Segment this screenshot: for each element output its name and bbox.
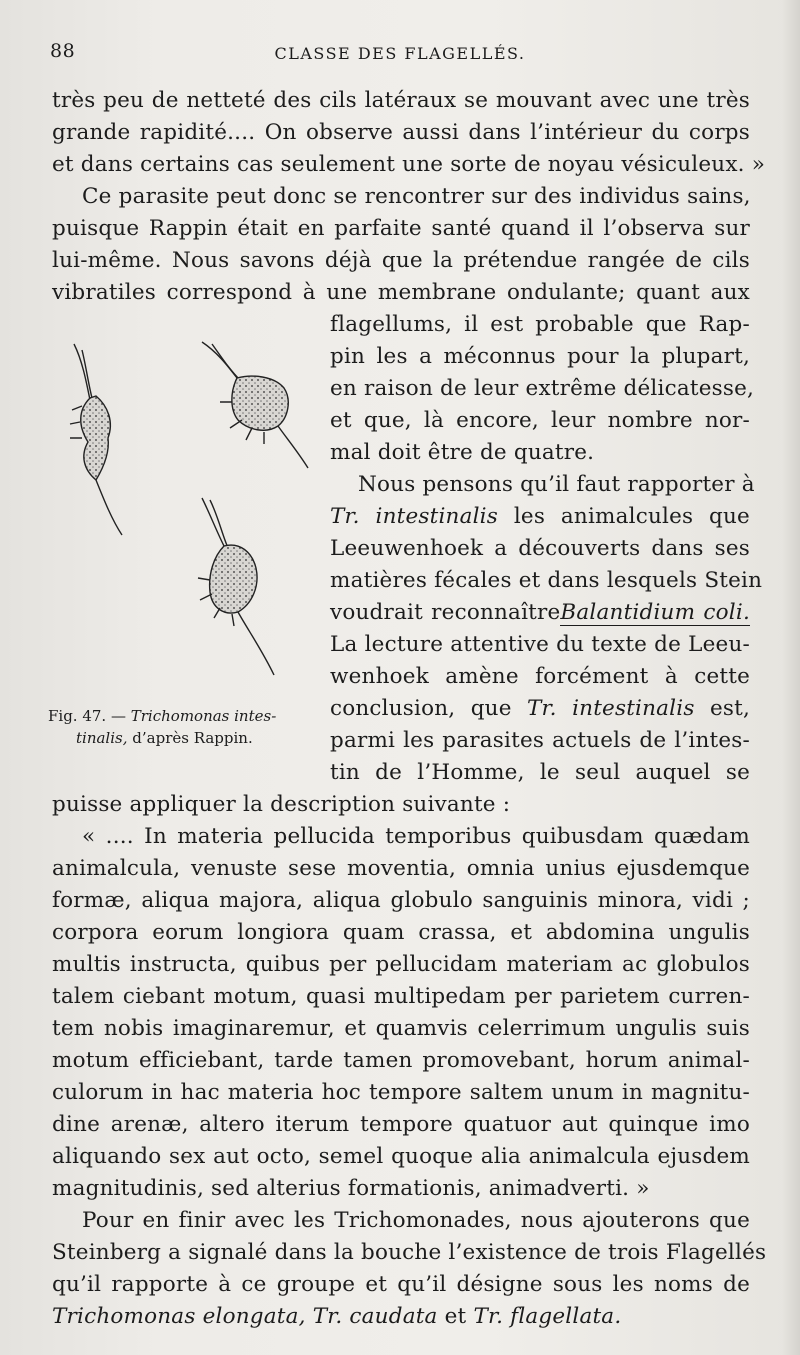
text-line: et dans certains cas seulement une sorte de noyau vésiculeux. » <box>52 152 766 177</box>
paragraph-start-line: Pour en finir avec les Trichomonades, nous ajouterons que <box>82 1208 750 1233</box>
running-title: CLASSE DES FLAGELLÉS. <box>274 44 526 63</box>
text-line <box>330 501 750 533</box>
text-line: puisque Rappin était en parfaite santé quand il l’observa sur <box>52 216 750 241</box>
text-line: puisse appliquer la description suivante : <box>52 792 511 817</box>
text-line: tem nobis imaginaremur, et quamvis celerrimum ungulis suis <box>52 1016 750 1041</box>
text-line: Steinberg a signalé dans la bouche l’existence de trois Flagellés <box>52 1240 767 1265</box>
page-number: 88 <box>50 40 76 62</box>
figure-label: Fig. 47. — <box>48 707 126 725</box>
figure-caption <box>48 705 328 749</box>
paragraph-start-line: Ce parasite peut donc se rencontrer sur des individus sains, <box>82 184 751 209</box>
text-line: et que, là encore, leur nombre nor- <box>330 408 750 433</box>
text-line: parmi les parasites actuels de l’intes- <box>330 728 750 753</box>
text-line: dine arenæ, altero iterum tempore quatuor aut quinque imo <box>52 1112 750 1137</box>
text-fragment: les animalcules que <box>513 504 750 529</box>
species-name: Balantidium coli. <box>560 600 750 625</box>
caption-line <box>48 727 328 749</box>
text-line: flagellums, il est probable que Rap- <box>330 312 750 337</box>
text-line: Leeuwenhoek a découverts dans ses <box>330 536 750 561</box>
species-name: Trichomonas elongata, <box>52 1304 306 1329</box>
species-name: Tr. flagellata. <box>473 1304 622 1329</box>
species-name: Tr. caudata <box>312 1304 438 1329</box>
text-line <box>330 693 750 725</box>
text-line: motum efficiebant, tarde tamen promovebant, horum animal- <box>52 1048 750 1073</box>
text-line: magnitudinis, sed alterius formationis, animadverti. » <box>52 1176 650 1201</box>
figure-source: d’après Rappin. <box>132 729 253 747</box>
figure-species-continued: tinalis, <box>76 729 128 747</box>
figure-illustration <box>52 330 322 710</box>
text-line: en raison de leur extrême délicatesse, <box>330 376 755 401</box>
text-line: tin de l’Homme, le seul auquel se <box>330 760 750 785</box>
text-line: formæ, aliqua majora, aliqua globulo sanguinis minora, vidi ; <box>52 888 750 913</box>
text-line: La lecture attentive du texte de Leeu- <box>330 632 750 657</box>
text-fragment: voudrait reconnaître <box>330 600 561 625</box>
organism-upper-right <box>202 342 308 468</box>
text-fragment: conclusion, que <box>330 696 512 721</box>
text-line: très peu de netteté des cils latéraux se mouvant avec une très <box>52 88 750 113</box>
text-line <box>52 1301 750 1333</box>
text-line: grande rapidité.... On observe aussi dans l’intérieur du corps <box>52 120 750 145</box>
text-line: corpora eorum longiora quam crassa, et abdomina ungulis <box>52 920 750 945</box>
text-line: vibratiles correspond à une membrane ondulante; quant aux <box>52 280 750 305</box>
text-line: talem ciebant motum, quasi multipedam per parietem curren- <box>52 984 750 1009</box>
text-line: mal doit être de quatre. <box>330 440 595 465</box>
figure-species: Trichomonas intes- <box>130 707 277 725</box>
text-line: pin les a méconnus pour la plupart, <box>330 344 750 369</box>
text-fragment: est, <box>709 696 750 721</box>
text-line: matières fécales et dans lesquels Stein <box>330 568 763 593</box>
quotation-start-line: « .... In materia pellucida temporibus quibusdam quædam <box>82 824 750 849</box>
page-header <box>50 40 750 70</box>
trichomonas-drawing <box>52 330 322 710</box>
species-abbreviation: Tr. intestinalis <box>527 696 695 721</box>
text-line <box>330 597 750 629</box>
text-line: multis instructa, quibus per pellucidam materiam ac globulos <box>52 952 750 977</box>
text-line: qu’il rapporte à ce groupe et qu’il désigne sous les noms de <box>52 1272 750 1297</box>
text-line: animalcula, venuste sese moventia, omnia unius ejusdemque <box>52 856 750 881</box>
text-line: aliquando sex aut octo, semel quoque alia animalcula ejusdem <box>52 1144 750 1169</box>
organism-left <box>70 344 122 535</box>
organism-lower <box>198 498 274 675</box>
paragraph-start-line: Nous pensons qu’il faut rapporter à <box>358 472 755 497</box>
species-abbreviation: Tr. intestinalis <box>330 504 498 529</box>
text-fragment: et <box>444 1304 467 1329</box>
text-line: culorum in hac materia hoc tempore saltem unum in magnitu- <box>52 1080 750 1105</box>
text-line: lui-même. Nous savons déjà que la prétendue rangée de cils <box>52 248 750 273</box>
page-edge-shadow <box>782 0 800 1355</box>
caption-line <box>48 705 328 727</box>
text-line: wenhoek amène forcément à cette <box>330 664 750 689</box>
